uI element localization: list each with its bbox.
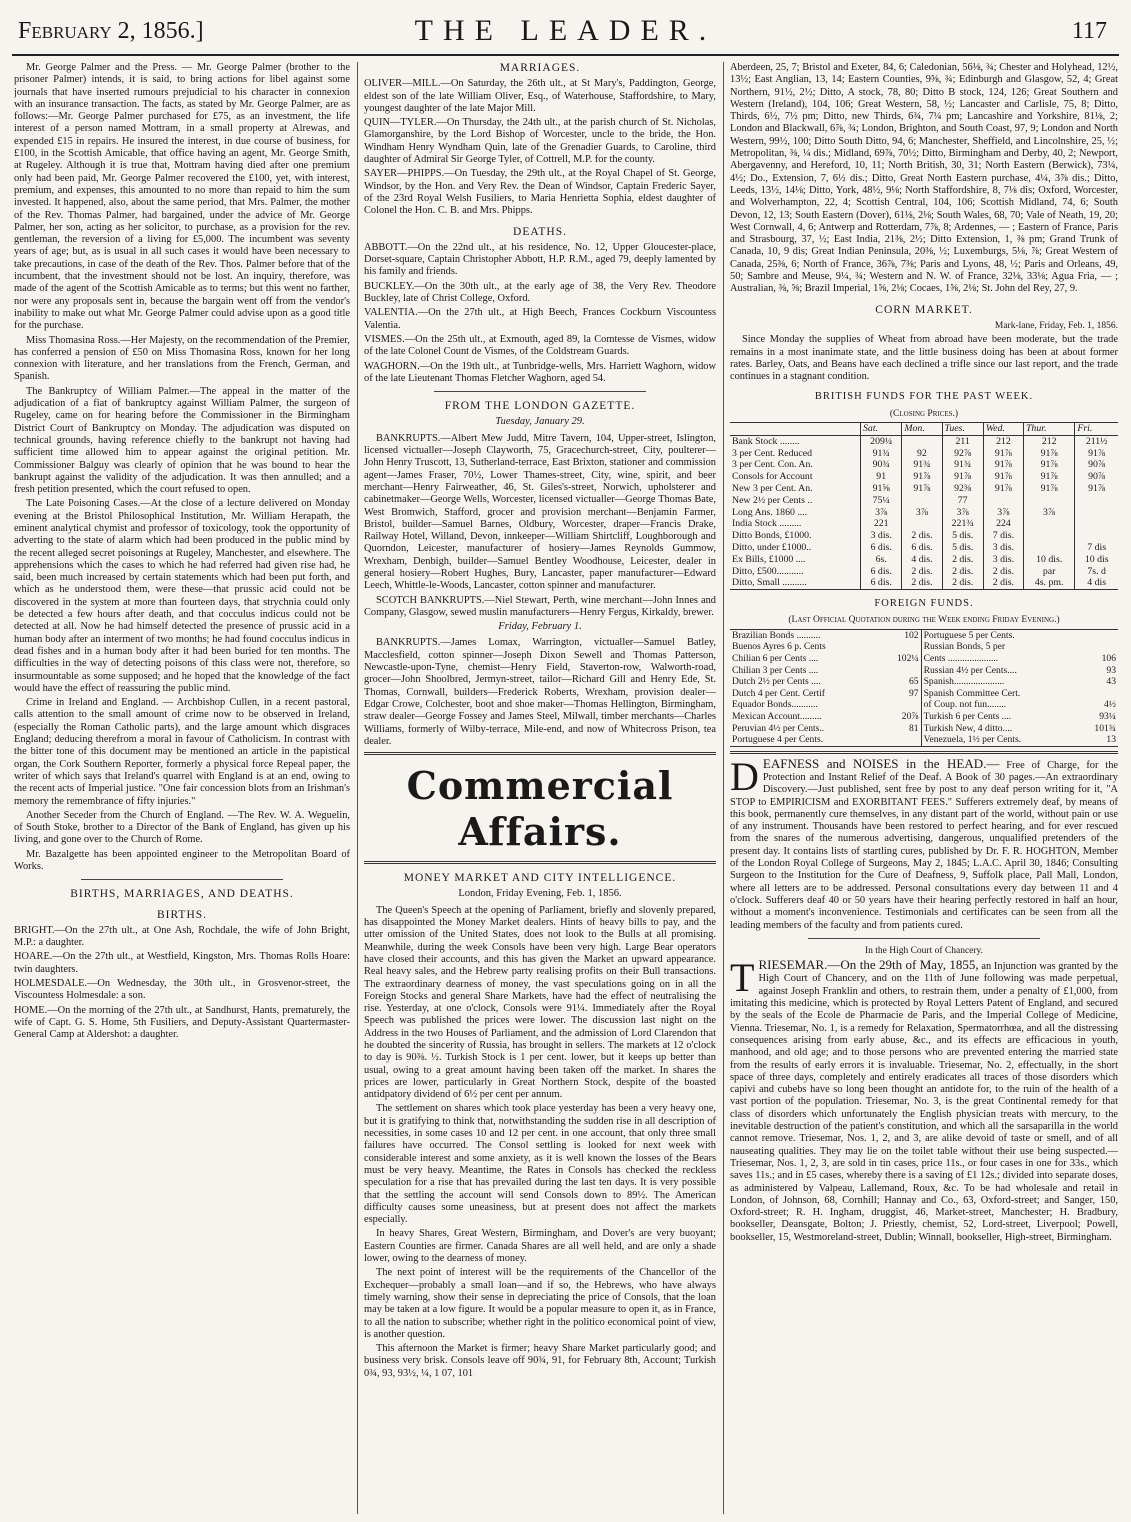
stock-name-cell: Ditto, £500........... [732,565,804,577]
price-cell [902,435,942,447]
death-notice: BUCKLEY.—On the 30th ult., at the early age of 38, the Very Rev. Theodore Buckley, late of Christ College, Oxford. [364,280,716,305]
fund-price-cell [881,641,921,653]
price-cell: 2 dis. [902,577,942,589]
fund-price-cell: 97 [881,688,921,700]
page-number: 117 [1071,18,1107,44]
table-header-row [730,423,1118,436]
advert-heading: EAFNESS and NOISES in the HEAD.— [762,755,1000,771]
column-1 [14,62,350,1514]
fund-price-cell [881,665,921,677]
fund-name-cell: Equador Bonds........... [732,699,818,711]
stock-name-cell: 3 per Cent. Con. An. [732,459,813,471]
price-cell: 90¾ [861,459,902,471]
table-row [730,641,1118,653]
price-cell: 211½ [1075,435,1118,447]
price-cell: 3⅞ [983,507,1023,519]
price-cell [1023,530,1074,542]
fund-price-cell: 13 [1106,734,1116,746]
fund-name-cell: Chilian 3 per Cents .... [732,664,819,676]
price-cell: 3 dis. [983,554,1023,566]
fund-name-cell: Mexican Account......... [732,710,822,722]
fund-name-cell: Venezuela, 1½ per Cents. [923,734,1022,746]
price-cell: 2 dis. [942,554,983,566]
price-cell: 3 dis. [983,542,1023,554]
price-cell: 91⅞ [902,483,942,495]
price-cell: 77 [942,495,983,507]
price-cell: 91¾ [942,459,983,471]
dateline: London, Friday Evening, Feb. 1, 1856. [458,888,622,900]
price-cell: 224 [983,518,1023,530]
price-cell: 91⅞ [1023,448,1074,460]
table-row [730,530,1118,542]
stock-name-cell: Consols for Account [732,471,813,483]
triesemar-advertisement [730,955,1118,1244]
price-cell: 6 dis. [861,542,902,554]
column-header: Mon. [902,423,942,436]
price-cell: 90⅞ [1075,471,1118,483]
column-rule [357,62,358,1514]
fund-price-cell [1079,688,1119,700]
price-cell: 75¼ [861,495,902,507]
fund-name-cell: Russian 4½ per Cents.... [923,664,1017,676]
fund-price-cell: 43 [1106,676,1116,688]
advert-text: Free of Charge, for the Protection and Instant Relief of the Deaf. A Book of 30 pages.—An extraordinary Discovery.—Just published, sent free by post to any deaf person writing for it, "A STOP to EMPIRICISM and EXORBITANT FEES." Sufferers extremely deaf, by means of this book, permanently cure themselves, in any distant part of the world, without pain or use of any instrument. Thousands have been restored to perfect hearing, and for ever rescued from the snares of the numerous advertising, dangerous, unqualified pretenders of the present day. It contains lists of startling cures, published by Dr. F. R. HOGHTON, Member of the London Royal College of Surgeons, May 2, 1845; L.A.C. April 30, 1846; Consulting Surgeon to the Institution for the Cure of Deafness, 9, Suffolk place, Pall Mall, London, where all letters are to be addressed. Personal consultations every day between 11 and 4 o'clock. Sufferers deaf 40 or 50 years have their hearing perfectly restored in half an hour, without a moment's inconvenience. Testimonials and certificates can be seen from all the leading members of the faculty and from patients cured. [730,759,1118,931]
drop-cap: T [730,955,755,1001]
fund-price-cell: 65 [881,676,921,688]
table-row [730,665,1118,677]
fund-name-cell: Turkish New, 4 ditto.... [923,722,1013,734]
section-divider [364,752,716,755]
price-cell: 90⅞ [1075,459,1118,471]
price-cell: 91⅞ [983,483,1023,495]
table-row [730,734,1118,746]
section-divider [434,391,645,392]
article-paragraph: The settlement on shares which took place yesterday has been a very heavy one, but it is gratifying to think that, notwithstanding the sudden rise in all description of necessities, in some cases 10 and 12 per cent. in one account, that only three small failures have occurred. The Consol settling is looked for next week with considerable interest and some anxiety, as it is well known the losses of the Bears must be very heavy. Meantime, the Rates in Consols has checked the reckless speculation for a rise that has prevailed during the last ten days. It is very possible that the settling the account will send Consols down to 89½. The American difficulty causes some uneasiness, but at present does not affect the markets especially. [364,1103,716,1226]
table-row [730,518,1118,530]
price-cell [1023,518,1074,530]
price-cell: 10 dis. [1023,554,1074,566]
price-cell [902,518,942,530]
fund-name-cell: Brazilian Bonds .......... [732,629,821,641]
column-header: Sat. [861,423,902,436]
column-header: Fri. [1075,423,1118,436]
advert-text: an Injunction was granted by the High Court of Chancery, and on the 11th of June following was made perpetual, against Joseph Franklin and others, to restrain them, under a penalty of £1,000, from imitating this medicine, which is protected by Royal Letters Patent of England, and secured by the seals of the Ecole de Pharmacie de Paris, and the Imperial College of Medicine, Vienna. Triesemar, No. 1, is a remedy for Relaxation, Spermatorrhœa, and all the distressing consequences arising from early abuse, &c., and its effects are efficacious in youth, manhood, and old age; and to those persons who are prevented entering the married state from the results of early errors it is invaluable. Triesemar, No. 2, effectually, in the short space of three days, completely and entirely eradicates all traces of those disorders which capivi and cubebs have so long been thought an antidote for, to the ruin of the health of a vast portion of the population. Triesemar, No. 3, is the great Continental remedy for that class of disorders which unfortunately the English physician treats with mercury, to the inevitable destruction of the patient's constitution, and which all the sarsaparilla in the world cannot remove. Triesemar, Nos. 1, 2, and 3, are alike devoid of taste or smell, and of all nauseating qualities. They may lie on the toilet table without their use being suspected.—Triesemar, Nos. 1, 2, 3, are sold in tin cases, price 11s., or four cases in one for 33s., which saves 11s.; and in £5 cases, whereby there is a saving of £1 12s.; divided into separate doses, as administered by Valpeau, Lallemand, Roux, &c. To be had wholesale and retail in London, of Johnson, 68, Cornhill; Hannay and Co., 63, Oxford-street; and Sanger, 150, Oxford-street; R. H. Ingham, druggist, 46, Market-street, Manchester; H. Bradbury, bookseller, Deansgate, Bolton; J. Priestly, chemist, 52, Lord-street, Liverpool; Powell, bookseller, 15, Westmoreland-street, Dublin; Winnall, bookseller, High-street, Birmingham. [730,961,1118,1243]
price-cell: 3⅞ [942,507,983,519]
price-cell: 91⅞ [1075,483,1118,495]
price-cell: 92⅞ [942,448,983,460]
price-cell [1075,530,1118,542]
column-header: Thur. [1023,423,1074,436]
price-cell: 91⅞ [1023,471,1074,483]
table-row [730,629,1118,641]
advert-heading: RIESEMAR.—On the 29th of May, 1855, [758,957,979,973]
price-cell: 2 dis. [942,577,983,589]
fund-name-cell: Spanish..................... [923,676,1005,688]
price-cell: 6 dis. [861,566,902,578]
court-line: In the High Court of Chancery. [864,945,984,956]
birth-notice: HOARE.—On the 27th ult., at Westfield, Kingston, Mrs. Thomas Rolls Hoare: twin daughters. [14,951,350,975]
price-cell: 4 dis. [902,554,942,566]
birth-notice: HOME.—On the morning of the 27th ult., at Sandhurst, Hants, prematurely, the wife of Capt. G. S. Home, 5th Fusiliers, and Deputy-Assistant Quartermaster-General Camp at Aldershot: a daughter. [14,1004,350,1041]
fund-price-cell [1079,629,1119,641]
price-cell: 3⅞ [1023,507,1074,519]
article-paragraph: This afternoon the Market is firmer; heavy Share Market particularly good; and business very brisk. Consols leave off 90¾, 91, for February 8th, Account; Turkish 0¾, 93, 93½, ¼, 1 07, 101 [364,1343,716,1379]
stock-name-cell: 3 per Cent. Reduced [732,447,812,459]
price-cell: 91⅞ [902,471,942,483]
british-funds-table [730,422,1118,590]
price-cell: 91¾ [861,448,902,460]
article-paragraph: Since Monday the supplies of Wheat from abroad have been moderate, but the trade remains in a most inanimate state, and the little business doing has been at about former rates. Barley, Oats, and Beans have each declined a trifle since our last report, and the trade continues in a stagnant condition. [730,334,1118,383]
deafness-advertisement [730,753,1118,932]
dateline: Mark-lane, Friday, Feb. 1, 1856. [994,320,1118,331]
price-cell: 209¼ [861,435,902,447]
price-cell: 91⅞ [983,448,1023,460]
price-cell: 211 [942,435,983,447]
stock-name-cell: Bank Stock ........ [732,435,800,447]
marriage-notice: SAYER—PHIPPS.—On Tuesday, the 29th ult., at the Royal Chapel of St. George, Windsor, by the Hon. and Very Rev. the Dean of Windsor, Captain Frederic Sayer, of the 23rd Royal Welsh Fusiliers, to Maria Henrietta Sophia, eldest daughter of Colonel the Hon. C. B. and Mrs. Phipps. [364,168,716,217]
section-divider [808,938,1041,939]
price-cell: 221¾ [942,518,983,530]
table-row [730,699,1118,711]
birth-notice: HOLMESDALE.—On Wednesday, the 30th ult., in Grosvenor-street, the Viscountess Holmesdale: a son. [14,978,350,1002]
stock-name-cell: Ditto Bonds, £1000. [732,530,812,542]
fund-price-cell: 93¼ [1099,710,1116,722]
gazette-paragraph: BANKRUPTS.—James Lomax, Warrington, victualler—Samuel Batley, Macclesfield, cotton spinner—Joseph Dixon Sewell and Thomas Patterson, Newcastle-upon-Tyne, chemist—Henry Field, Staverton-row, Walworth-road, grocer—John Shoolbred, Jermyn-street, tailor—Richard Gill and Henry Ede, St. Thomas, Cornwall, builders—Frederick Roberts, Wrexham, provision dealer—Edgar Crowe, Colchester, boot and shoe maker—Thomas Hellington, Birmingham, straw dealer—George Fossey and James Steel, Milwall, timber merchants—Charles Williams, formerly of Wilby-terrace, Mile-end, and now of Whitecross Prison, tea dealer. [364,637,716,747]
price-cell [1075,507,1118,519]
price-cell: 212 [983,435,1023,447]
gazette-paragraph: SCOTCH BANKRUPTS.—Niel Stewart, Perth, wine merchant—John Innes and Company, Glasgow, sewed muslin manufacturers—Henry Fergus, Kirkaldy, brewer. [364,594,716,618]
price-cell: 5 dis. [942,530,983,542]
article-paragraph: Another Seceder from the Church of England. —The Rev. W. A. Weguelin, of South Stoke, brother to a Director of the Bank of England, has given up his living, and gone over to the Church of Rome. [14,809,350,846]
fund-name-cell: Russian Bonds, 5 per [923,641,1006,653]
table-row [730,566,1118,578]
fund-name-cell: Dutch 2½ per Cents .... [732,676,821,688]
article-paragraph: In heavy Shares, Great Western, Birmingham, and Dover's are very buoyant; Eastern Counties are firmer. Canada Shares are all well held, and are only a shade lower, owing to the dearness of money. [364,1228,716,1265]
column-header: Wed. [983,423,1023,436]
price-cell: 91¾ [902,459,942,471]
price-cell: 92⅜ [942,483,983,495]
price-cell: 91⅝ [861,483,902,495]
fund-price-cell: 93 [1106,664,1116,676]
fund-name-cell: Cents ..................... [923,652,999,664]
fund-name-cell: Peruvian 4½ per Cents.. [732,722,825,734]
table-row [730,448,1118,460]
fund-price-cell: 106 [1101,652,1116,664]
column-header: Tues. [942,423,983,436]
article-paragraph: The Bankruptcy of William Palmer.—The appeal in the matter of the adjudication of a fiat of bankruptcy against William Palmer, the surgeon of Rugeley, came on for hearing before the Commissioner in the Birmingham District Court of Bankruptcy on Monday. The adjudication was disputed on technical grounds, having reference chiefly to the bankrupt not having had sufficient time allowed him to appear against the original petition. Mr. Commissioner Balguy was clearly of opinion that he was bound to hear the bankrupt against the validity of the adjudication. It was then annulled; and a fresh petition presented, which the court refused to open. [14,385,350,496]
price-cell: 212 [1023,435,1074,447]
fund-name-cell: Portuguese 4 per Cents. [732,734,824,746]
price-cell [1075,518,1118,530]
price-cell: 3⅞ [861,507,902,519]
share-prices: Aberdeen, 25, 7; Bristol and Exeter, 84, 6; Caledonian, 56⅛, ¾; Chester and Holyhead, 12½, 13½; East Anglian, 13, 14; Eastern Counties, 9⅝, ¾; Edinburgh and Glasgow, 52, 4; Great Northern, 91½, 2½; Ditto, A stock, 78, 80; Ditto B stock, 124, 126; Great Southern and Western (Ireland), 104, 106; Great Western, 58, ½; Lancaster and Carlisle, 75, 8; Ditto, Thirds, 6½, 7½ pm; Ditto, new Thirds, 6¾, 7¼ pm; Lancashire and Yorkshire, 81⅛, 2; London and Blackwall, 6⅞, ¾; London, Brighton, and South Coast, 97, 9; London and North Western, 99½, 100; Ditto South Ditto, 94, 6; Manchester, Sheffield, and Lincolnshire, 25, ½; Metropolitan, ⅜, ¼ dis.; Midland, 69⅞, 70½; Ditto, Birmingham and Derby, 40, 2; Newport, Abergavenny, and Hereford, 10, 11; North British, 30, 31; North Eastern (Berwick), 73¼, 4½; Do., Extension, 7, 6½ dis.; Ditto, Great North Eastern purchase, 4¼, 3⅞ dis.; Ditto, Leeds, 13½, 14⅛; Ditto, York, 48½, 9⅛; North Staffordshire, 8, 7⅛ dis; Oxford, Worcester, and Wolverhampton, 22, 4; Scottish Central, 104, 106; Scottish Midland, 74, 6; South Devon, 12, 13; South Eastern (Dover), 61⅛, 2⅛; South Wales, 68, 70; Vale of Neath, 19, 20; West Cornwall, 4, 6; Antwerp and Rotterdam, 7⅞, 8; Ardennes, — ; Eastern of France, Paris and Strasbourg, 37, ½; East India, 21⅜, 2½; Ditto Extension, 1, ⅜ pm; Grand Trunk of Canada, 10, 9 dis; Great Indian Peninsula, 20⅜, ½; Luxemburgs, 5⅛, ⅞; Great Western of Canada, 25⅜, 6; North of France, 36⅞, 7⅜; Paris and Lyons, 48, ½; Paris and Orleans, 49, 50; Sambre and Meuse, 9¼, ¾; Western and N. W. of France, 32⅛, 33⅛; Agua Fria, — ; Australian, ⅜, ⅝; Brazil Imperial, 1⅝, 2⅛; Cocaes, 1⅝, 2⅛; St. John del Rey, 27, 9. [730,62,1118,295]
page-header [12,8,1119,56]
table-row [730,435,1118,447]
marriage-notice: OLIVER—MILL.—On Saturday, the 26th ult., at St Mary's, Paddington, George, eldest son of the late William Oliver, Esq., of Waterhouse, Staffordshire, to Mary, youngest daughter of the late Major Mill. [364,78,716,114]
article-paragraph: Mr. Bazalgette has been appointed engineer to the Metropolitan Board of Works. [14,848,350,872]
price-cell [902,495,942,507]
price-cell: 91⅞ [1023,483,1074,495]
price-cell: 10 dis [1075,554,1118,566]
price-cell: 7 dis [1075,542,1118,554]
table-row [730,653,1118,665]
section-heading: FOREIGN FUNDS. [874,598,974,610]
article-paragraph: The next point of interest will be the requirements of the Chancellor of the Exchequer—probably a small loan—and if so, the Hebrews, who have always timely warning, show their sense in depreciating the price of Consols, that the loan may be taken at a low figure. It would be a popular measure to open it, as in France, to all the nation to subscribe; whether right in the politico economical point of view, is another question. [364,1267,716,1340]
price-cell: 6s. [861,554,902,566]
fund-name-cell: of Coup. not fun........ [923,699,1007,711]
section-heading: MONEY MARKET AND CITY INTELLIGENCE. [403,872,677,885]
price-cell: 92 [902,448,942,460]
price-cell: 3⅞ [902,507,942,519]
price-cell: 6 dis. [902,542,942,554]
table-row [730,459,1118,471]
price-cell: 91⅞ [983,459,1023,471]
price-cell: 91⅞ [1075,448,1118,460]
price-cell: 91⅞ [983,471,1023,483]
price-cell: 2 dis. [942,566,983,578]
fund-price-cell [881,699,921,711]
gazette-paragraph: BANKRUPTS.—Albert Mew Judd, Mitre Tavern, 104, Upper-street, Islington, licensed victualler—Joseph Clayworth, 75, Gracechurch-street, City, poulterer—John Henry Truscott, 13, Sutherland-terrace, East Brixton, stationer and commission agent—James Fraser, 70½, Lower Thames-street, City, wine, spirit, and beer merchant—Henry Fairweather, 46, St. Giles's-street, Norwich, upholsterer and cabinetmaker—George Wells, Worcester, licensed victualler—George Thomas Bate, West Bromwich, Stafford, grocer and provision merchant—Benjamin Farmer, Bristol, builder—Samuel Barnes, Oldbury, Worcester, draper—Francis Drake, Railway Hotel, Willand, Devon, innkeeper—William Shirtcliff, Loughborough and Quorndon, Leicester, manufacturer of hosiery—James Reynolds Gummow, Wrexham, Denbigh, builder—Samuel Bentley Woodhouse, Leicester, dealer in general hosiery—Robert Hughes, Bury, Lancaster, paper manufacturer—Edward Leech, Whittle-le-Woods, Lancaster, cotton spinner and manufacturer. [364,432,716,592]
fund-name-cell: Chilian 6 per Cents .... [732,652,819,664]
column-rule [723,62,724,1514]
birth-notice: BRIGHT.—On the 27th ult., at One Ash, Rochdale, the wife of John Bright, M.P.: a daughter. [14,924,350,949]
price-cell: 221 [861,518,902,530]
price-cell [983,495,1023,507]
table-row [730,723,1118,735]
price-cell: 2 dis. [902,566,942,578]
article-paragraph: Miss Thomasina Ross.—Her Majesty, on the recommendation of the Premier, has conferred a pension of £50 on Miss Thomasina Ross, known for her long connexion with literature, and her translations from the French, German, and Spanish. [14,334,350,383]
fund-name-cell: Spanish Committee Cert. [923,687,1021,699]
section-heading: BIRTHS, MARRIAGES, AND DEATHS. [70,888,294,901]
table-row [730,676,1118,688]
subsection-heading: DEATHS. [513,225,567,238]
subsection-heading: BIRTHS. [156,908,208,921]
fund-price-cell: 102¼ [881,653,921,665]
section-heading: FROM THE LONDON GAZETTE. [444,400,636,413]
fund-price-cell: 101¾ [1094,722,1116,734]
section-divider [364,861,716,864]
table-row [730,711,1118,723]
fund-name-cell: Turkish 6 per Cents .... [923,710,1012,722]
death-notice: VALENTIA.—On the 27th ult., at High Beech, Frances Cockburn Viscountess Valentia. [364,307,716,331]
table-row [730,495,1118,507]
stock-name-cell: Ditto, Small .......... [732,577,807,589]
gazette-date: Friday, February 1. [498,621,582,633]
stock-name-cell: Ditto, under £1000.. [732,541,812,553]
stock-name-cell: New 2½ per Cents .. [732,494,813,506]
column-header [730,423,861,436]
foreign-funds-table [730,629,1118,747]
table-row [730,577,1118,589]
stock-name-cell: Long Ans. 1860 .... [732,506,808,518]
article-paragraph: Crime in Ireland and England. — Archbishop Cullen, in a recent pastoral, calls attention to the small amount of crime now to be observed in Ireland, (especially the Roman Catholic parts), and the large amount which disgraces England; deducing therefrom a moral in favour of Catholicism. In contrast with the bitter tone of this document may be mentioned an article in the papistical organ, the Cork Southern Reporter, formerly a physical force Repeal paper, the writer of which says that Ireland's quarrel with England is at an end, owing to the recent acts of Imperial justice. "One fair concession blots from an Irishman's memory the remembrance of fifty injuries." [14,697,350,807]
fund-name-cell: Buenos Ayres 6 p. Cents [732,641,826,653]
stock-name-cell: Ex Bills, £1000 .... [732,553,806,565]
marriage-notice: QUIN—TYLER.—On Thursday, the 24th ult., at the parish church of St. Nicholas, Glamorganshire, by the Lord Bishop of Worcester, uncle to the bride, the Hon. Windham Henry Wyndham Quin, late of the Grenadier Guards, to Caroline, third daughter of Admiral Sir George Tyler, of Cottrell, M.P. for the county. [364,117,716,166]
masthead: THE LEADER. [414,14,717,47]
fund-price-cell: 81 [881,723,921,735]
price-cell: 3 dis. [861,530,902,542]
table-row [730,542,1118,554]
fund-name-cell: Portuguese 5 per Cents. [923,629,1015,641]
drop-cap: D [730,753,759,799]
section-divider [81,879,283,880]
section-divider [730,751,1118,754]
price-cell [1023,495,1074,507]
price-cell: 7 dis. [983,530,1023,542]
issue-date: February 2, 1856.] [18,18,204,44]
table-row [730,483,1118,495]
table-subtitle: (Last Official Quotation during the Week ending Friday Evening.) [788,615,1060,626]
section-heading: CORN MARKET. [875,303,973,316]
gazette-date: Tuesday, January 29. [495,416,585,428]
death-notice: ABBOTT.—On the 22nd ult., at his residence, No. 12, Upper Gloucester-place, Dorset-square, Captain Christopher Abbott, H.P. R.M., aged 79, deeply lamented by his family and friends. [364,241,716,278]
price-cell: 6 dis. [861,577,902,589]
fund-price-cell: 4½ [1104,699,1116,711]
price-cell: par [1023,566,1074,578]
section-heading: BRITISH FUNDS FOR THE PAST WEEK. [814,391,1034,403]
table-row [730,471,1118,483]
price-cell: 2 dis. [983,566,1023,578]
price-cell [1023,542,1074,554]
table-row [730,688,1118,700]
fund-price-cell [881,734,921,746]
fund-price-cell: 102 [881,629,921,641]
price-cell: 91⅞ [942,471,983,483]
commercial-affairs-title: Commercial Affairs. [406,763,674,855]
price-cell: 91 [861,471,902,483]
fund-price-cell: 20⅞ [881,711,921,723]
subsection-heading: MARRIAGES. [499,62,581,74]
price-cell: 4s. pm. [1023,577,1074,589]
price-cell: 4 dis [1075,577,1118,589]
article-paragraph: Mr. George Palmer and the Press. — Mr. George Palmer (brother to the prisoner Palmer) intends, it is said, to bring actions for libel against some journals that have inserted rumours prejudicial to his character in connexion with an insurance transaction. The facts, as stated by Mr. George Palmer, are as follows:—Mr. George Palmer purchased for £75, as an investment, the life interest of a person named Mottram, in a small property at Alrewas, and expended £15 in repairs. He insured the interest, in due course of business, for £100, in the Scottish Amicable, that office having an agent, Mr. George Smith, at Rugeley. Although it is true that, Mottram having died after one premium only had been paid, Mr. George Palmer recovered the £100, yet, with interest, premium, and expenses, this amounted to no more than repaid to him the sum invested. It happened, also, about the same period, that Mrs. Palmer, the mother of the Rev. Thomas Palmer, had bargained, under the advice of Mr. George Palmer, her son, acting as her solicitor, to purchase, as a provision for the rev. gentleman, the reversion of a living for £5,000. The incumbent was seventy years of age; but, as is usual in all such cases it would have been necessary to take precautions, in case of the death of the Rev. Thos. Palmer before that of the incumbent, that the investment should not be lost. An inquiry, therefore, was made of the agent of the Scottish Amicable as to terms; but this went no farther, nor were any proposals sent in, because the bargain went off from the vendor's inability to make out what Mr. George Palmer could advise upon as a good title for the purchase. [14,62,350,332]
fund-price-cell [1079,641,1119,653]
price-cell: 91⅞ [1023,459,1074,471]
column-3 [730,62,1118,1514]
stock-name-cell: New 3 per Cent. An. [732,483,813,494]
fund-name-cell: Dutch 4 per Cent. Certif [732,687,825,699]
table-subtitle: (Closing Prices.) [889,408,959,419]
table-row [730,554,1118,566]
price-cell: 5 dis. [942,542,983,554]
article-paragraph: The Late Poisoning Cases.—At the close of a lecture delivered on Monday evening at the Bristol Philosophical Institution, Mr. William Herapath, the eminent analytical chymist and professor of toxicology, took the opportunity of adverting to the state of alarm which had been produced in the public mind by the recent alleged secret poisonings at Rugeley, Manchester, and elsewhere. The apprehensions which the cases to which he had referred had given rise had, he said, been much increased by certain statements which had been put forth, and which as he understood them, were these—that prussic acid could not be discovered in the system at more than fourteen days, that strychnia could only be detected a few hours after death, and that cocculus indicus could not be detected at all. Now he had himself detected the presence of prussic acid in a human body after an interment of two months; he had found cocculus indicus in dead fishes and in a human body after it had been buried for ten months. The difficulties in the way of detecting poisons of this class were not, therefore, so insurmountable as some supposed; and he hoped that the knowledge of the fact would have the effect of reassuring the public mind. [14,498,350,694]
price-cell: 2 dis. [983,577,1023,589]
price-cell: 7s. d [1075,566,1118,578]
death-notice: WAGHORN.—On the 19th ult., at Tunbridge-wells, Mrs. Harriett Waghorn, widow of the late Lieutenant Thomas Fletcher Waghorn, aged 54. [364,360,716,384]
article-paragraph: The Queen's Speech at the opening of Parliament, briefly and slovenly prepared, has disappointed the Money Market dealers. Hints of heavy bills to pay, and the utter omission of the United States, does not look to the Bulls at all promising. Meanwhile, during the week Consols have been very high. Large Bear operators have closed their accounts, and this has given the Market an upward appearance. Real heavy sales, and the Hebrew party realising profits on their Bull transactions. The extraordinary dearness of money, the vast speculations going on in all the Foreign Stocks and general Share Markets, have had the effect of neutralising the rise. Yesterday, at one o'clock, Consols were 91¼. Immediately after the Royal Speech was published the prices were lower. The discussion last night on the Address in the two Houses of Parliament, and the admission of Lord Clarendon that he doubted the sincerity of Russia, has brought in sellers. The markets at 12 o'clock to day is 90⅜. ½. Turkish Stock is 1 per cent. lower, but it keeps up better than usual, owing to a great amount having been taken off the market. In shares the prices are lower, particularly in Great Northern Stock, despite of the boasted antidpatory dividend of 6½ per cent per annum. [364,904,716,1101]
price-cell [1075,495,1118,507]
stock-name-cell: India Stock ......... [732,518,802,530]
price-cell: 2 dis. [902,530,942,542]
table-row [730,507,1118,519]
column-2 [364,62,716,1514]
death-notice: VISMES.—On the 25th ult., at Exmouth, aged 89, la Comtesse de Vismes, widow of the late Colonel Count de Vismes, of the Coldstream Guards. [364,333,716,358]
